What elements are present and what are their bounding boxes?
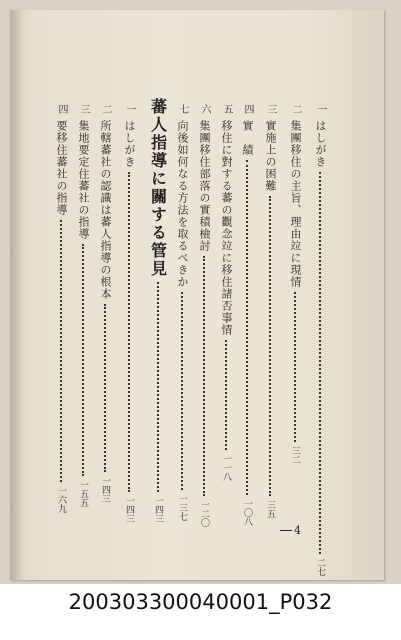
entry-page: 一三七 (177, 494, 187, 521)
entry-number: 三 (78, 104, 89, 114)
entry-number: 四 (56, 104, 67, 114)
entry-number: 三 (265, 104, 276, 114)
dotted-leader (128, 172, 130, 492)
entry-title: 集團移住部落の實積檢討 (198, 120, 211, 252)
dotted-leader (181, 292, 183, 490)
dotted-leader (246, 160, 248, 495)
dotted-leader (60, 220, 62, 482)
entry-title: 所轄蕃社の認識は蕃人指導の根本 (99, 120, 112, 300)
dotted-leader (294, 292, 296, 442)
dotted-leader (269, 196, 271, 496)
entry-title: はしがき (314, 120, 327, 168)
toc-entry (76, 104, 90, 507)
toc-entry (175, 104, 189, 521)
toc-entry (240, 104, 254, 526)
entry-page: 一〇八 (242, 499, 252, 526)
entry-number: 二 (290, 104, 301, 114)
entry-title: はしがき (123, 120, 136, 168)
toc-entry (54, 104, 68, 513)
entry-title: 移住に對する蕃の觀念竝に移住諸否事情 (220, 120, 233, 336)
toc-entry (263, 104, 277, 518)
toc-entry (313, 104, 327, 576)
entry-number: 一 (124, 104, 135, 114)
entry-number: 五 (221, 104, 232, 114)
entry-title: 集地要定住蕃社の指導 (77, 120, 90, 240)
entry-page: 二七 (315, 558, 325, 576)
entry-number: 二 (100, 104, 111, 114)
dotted-leader (203, 256, 205, 496)
entry-title: 集團移住の主旨、理由竝に現情 (289, 120, 302, 288)
toc-entry (219, 104, 233, 481)
toc-entry (197, 104, 211, 527)
entry-page: 三五 (265, 500, 275, 518)
section-heading-column (148, 98, 168, 523)
image-caption: 200303300040001_P032 (68, 590, 333, 614)
section-heading: 蕃人指導に關する管見 (148, 98, 168, 278)
entry-page: 一四三 (124, 496, 134, 523)
entry-number: 六 (199, 104, 210, 114)
entry-page: 一四三 (153, 496, 163, 523)
entry-page: 一四三 (100, 476, 110, 503)
entry-title: 要移住蕃社の指導 (55, 120, 68, 216)
toc-entry (288, 104, 302, 464)
toc-entry (98, 104, 112, 503)
entry-page: 一五五 (78, 480, 88, 507)
entry-page: 三二 (290, 446, 300, 464)
dotted-leader (225, 340, 227, 450)
dotted-leader (104, 304, 106, 472)
dotted-leader (157, 282, 159, 492)
entry-page: 一二〇 (199, 500, 209, 527)
entry-page: 一一八 (221, 454, 231, 481)
entry-title: 實 績 (241, 120, 254, 156)
folio-dash (280, 530, 292, 531)
entry-page: 一六九 (56, 486, 66, 513)
entry-number: 七 (177, 104, 188, 114)
entry-number: 一 (315, 104, 326, 114)
entry-title: 實施上の困難 (264, 120, 277, 192)
toc-entry (122, 104, 136, 523)
dotted-leader (82, 244, 84, 476)
entry-title: 向後如何なる方法を取るべきか (176, 120, 189, 288)
entry-number: 四 (242, 104, 253, 114)
book-gutter (10, 10, 22, 580)
dotted-leader (319, 172, 321, 554)
page-number: 4 (294, 524, 301, 537)
